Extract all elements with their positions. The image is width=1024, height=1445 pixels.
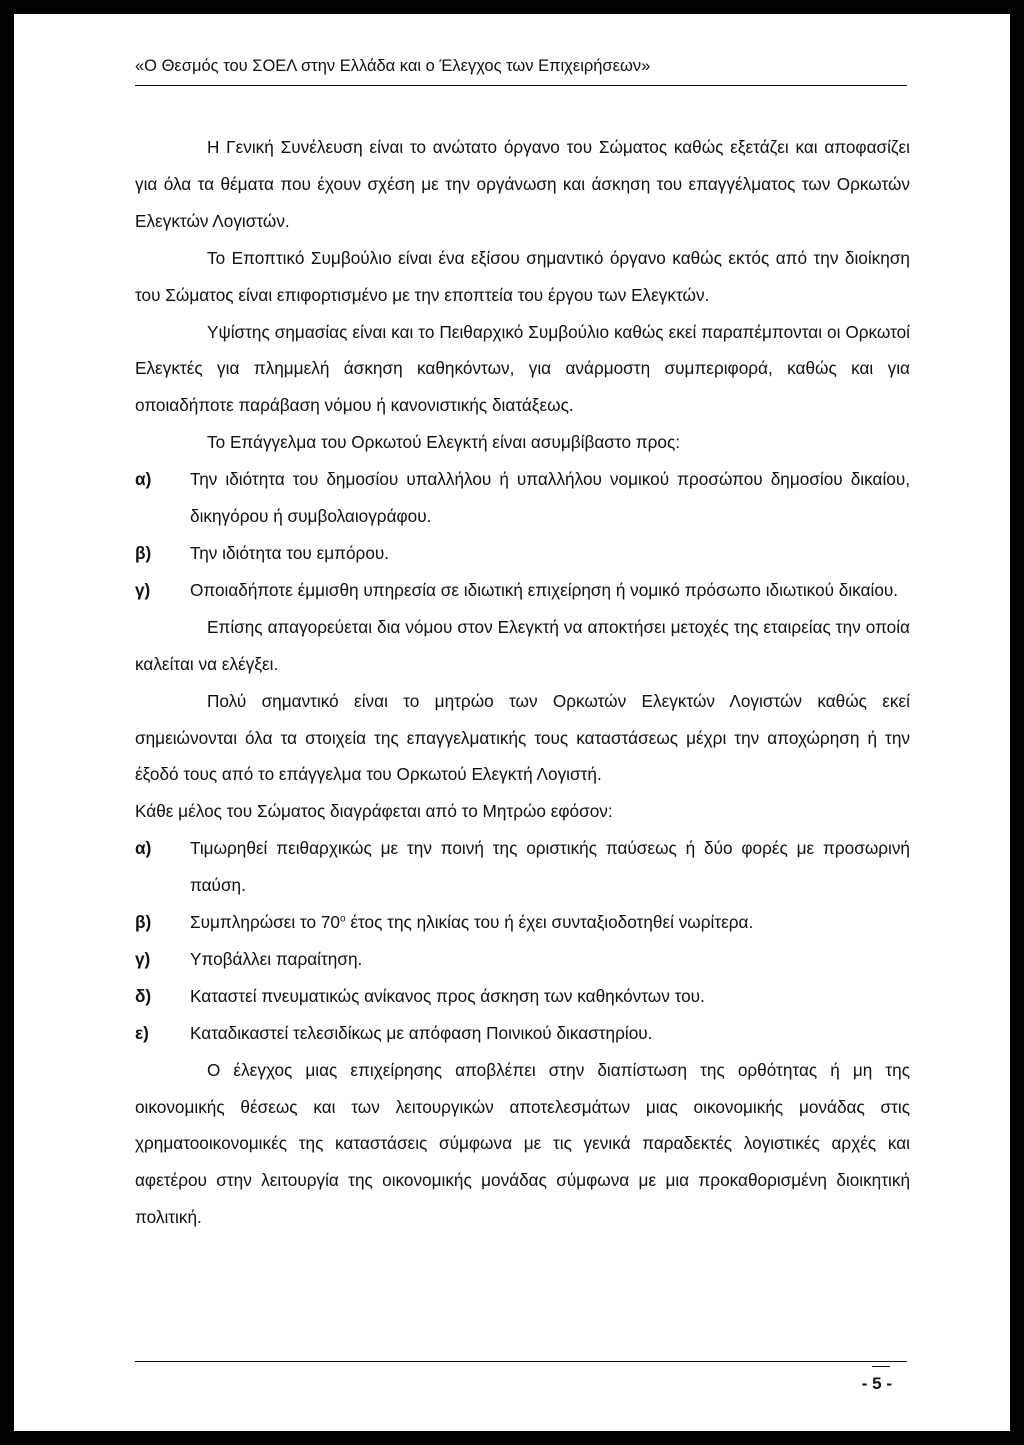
paragraph-incompatibility-intro: Το Επάγγελμα του Ορκωτού Ελεγκτή είναι ασυμβίβαστο προς: xyxy=(207,432,681,453)
list-item-text: Την ιδιότητα του εμπόρου. xyxy=(190,542,390,563)
footer-rule xyxy=(135,1361,907,1362)
list-item xyxy=(135,535,910,572)
paragraph-supervisory-board: Το Εποπτικό Συμβούλιο είναι ένα εξίσου σημαντικό όργανο καθώς εκτός από την διοίκηση του Σώματος είναι επιφορτισμένο με την εποπτεία του έργου των Ελεγκτών. xyxy=(135,247,910,305)
list-item xyxy=(135,830,910,904)
header-rule xyxy=(135,85,907,86)
paragraph-audit-definition: Ο έλεγχος μιας επιχείρησης αποβλέπει στην διαπίστωση της ορθότητας ή μη της οικονομικής θέσεως και των λειτουργικών αποτελεσμάτων μιας οικονομικής μονάδας στις χρηματοοικονομικές της καταστάσεις σύμφωνα με τις γενικά παραδεκτές λογιστικές αρχές και αφετέρου στην λειτουργία της οικονομικής μονάδας σύμφωνα με μια προκαθορισμένη διοικητική πολιτική. xyxy=(135,1059,910,1228)
list-item xyxy=(135,461,910,535)
running-header: «Ο Θεσμός του ΣΟΕΛ στην Ελλάδα και ο Έλεγχος των Επιχειρήσεων» xyxy=(135,57,651,75)
list-marker: β) xyxy=(135,912,152,933)
list-item xyxy=(135,941,910,978)
list-marker: α) xyxy=(135,838,152,859)
list-item-text: Οποιαδήποτε έμμισθη υπηρεσία σε ιδιωτική επιχείρηση ή νομικό πρόσωπο ιδιωτικού δικαίου. xyxy=(190,579,899,600)
removal-list xyxy=(135,830,910,1051)
list-marker: γ) xyxy=(135,579,151,600)
list-item-text: Τιμωρηθεί πειθαρχικώς με την ποινή της οριστικής παύσεως ή δύο φορές με προσωρινή παύση. xyxy=(190,838,910,896)
list-item-text: Καταστεί πνευματικώς ανίκανος προς άσκηση των καθηκόντων του. xyxy=(190,985,705,1006)
list-item-text xyxy=(190,904,910,941)
list-item xyxy=(135,1015,910,1052)
list-item xyxy=(135,904,910,941)
list-item-text: Καταδικαστεί τελεσιδίκως με απόφαση Ποινικού δικαστηρίου. xyxy=(190,1022,653,1043)
list-marker: α) xyxy=(135,469,152,490)
paragraph-removal-intro: Κάθε μέλος του Σώματος διαγράφεται από το Μητρώο εφόσον: xyxy=(135,801,613,822)
document-body xyxy=(135,129,910,1236)
list-marker: ε) xyxy=(135,1022,149,1043)
paragraph-registry: Πολύ σημαντικό είναι το μητρώο των Ορκωτών Ελεγκτών Λογιστών καθώς εκεί σημειώνονται όλα τα στοιχεία της επαγγελματικής τους καταστάσεως μέχρι την αποχώρηση ή την έξοδό τους από το επάγγελμα του Ορκωτού Ελεγκτή Λογιστή. xyxy=(135,690,910,785)
list-item-text-part: Συμπληρώσει το 70 xyxy=(190,912,340,933)
list-item xyxy=(135,978,910,1015)
list-marker: β) xyxy=(135,542,152,563)
footer-rule-short xyxy=(872,1366,890,1367)
list-item-text: Την ιδιότητα του δημοσίου υπαλλήλου ή υπαλλήλου νομικού προσώπου δημοσίου δικαίου, δικηγόρου ή συμβολαιογράφου. xyxy=(190,469,910,527)
incompatibility-list xyxy=(135,461,910,609)
paragraph-shares-prohibition: Επίσης απαγορεύεται δια νόμου στον Ελεγκτή να αποκτήσει μετοχές της εταιρείας την οποία καλείται να ελέγξει. xyxy=(135,616,910,674)
list-item-text: Υποβάλλει παραίτηση. xyxy=(190,948,363,969)
document-page xyxy=(14,14,1010,1431)
list-item-text-part: έτος της ηλικίας του ή έχει συνταξιοδοτηθεί νωρίτερα. xyxy=(345,912,754,933)
list-item xyxy=(135,572,910,609)
paragraph-disciplinary-board: Υψίστης σημασίας είναι και το Πειθαρχικό Συμβούλιο καθώς εκεί παραπέμπονται οι Ορκωτοί Ελεγκτές για πλημμελή άσκηση καθηκόντων, για ανάρμοστη συμπεριφορά, καθώς και για οποιαδήποτε παράβαση νόμου ή κανονιστικής διατάξεως. xyxy=(135,321,910,416)
paragraph-general-assembly: Η Γενική Συνέλευση είναι το ανώτατο όργανο του Σώματος καθώς εξετάζει και αποφασίζει για όλα τα θέματα που έχουν σχέση με την οργάνωση και άσκηση του επαγγέλματος των Ορκωτών Ελεγκτών Λογιστών. xyxy=(135,137,910,231)
list-marker: δ) xyxy=(135,985,152,1006)
page-number: - 5 - xyxy=(861,1374,892,1393)
superscript-ordinal: ο xyxy=(340,913,346,925)
list-marker: γ) xyxy=(135,948,151,969)
